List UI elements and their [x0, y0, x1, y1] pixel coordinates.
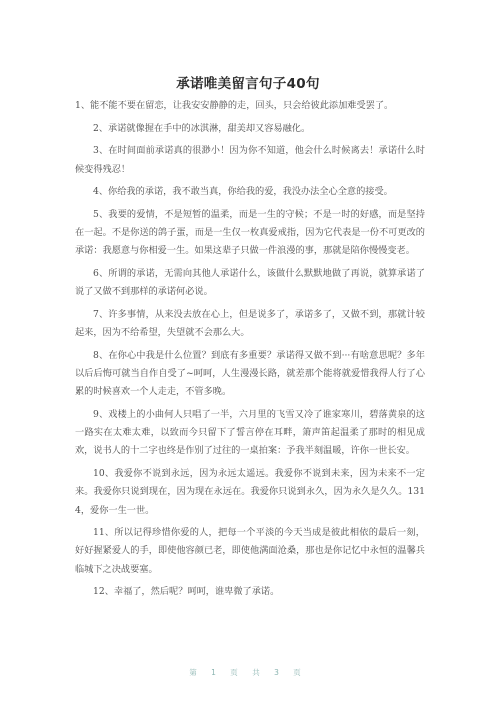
paragraph-8: 8、在你心中我是什么位置？到底有多重要？承诺得又做不到···有啥意思呢？多年以后后悔可就当自作自受了~呵呵，人生漫漫长路，就差那个能将就爱惜我得人行了心累的时候喜欢一个人走走，不管多晚。 [75, 349, 425, 398]
page-number: 第 1 页 共 3 页 [189, 668, 307, 677]
paragraph-1: 1、能不能不要在留恋，让我安安静静的走，回头，只会给彼此添加难受罢了。 [75, 100, 394, 111]
paragraph-5: 5、我要的爱情，不是短暂的温柔，而是一生的守候；不是一时的好感，而是坚持在一起。不是你送的鸽子蛋，而是一生仅一枚真爱戒指，因为它代表是一份不可更改的承诺：我愿意与你相爱一生。如果这辈子只做一件浪漫的事，那就是陪你慢慢变老。 [75, 209, 425, 257]
document-body [75, 97, 425, 606]
paragraph-6: 6、所谓的承诺，无需向其他人承诺什么，该做什么默默地做了再说，就算承诺了说了又做不到那样的承诺何必说。 [75, 268, 425, 298]
paragraph-4: 4、你给我的承诺，我不敢当真，你给我的爱，我没办法全心全意的接受。 [93, 186, 393, 198]
paragraph-2: 2、承诺就像握在手中的冰淇淋，甜美却又容易融化。 [93, 122, 311, 134]
paragraph-10: 10、我爱你不说到永远，因为永远太遥远。我爱你不说到未来，因为未来不一定来。我爱你只说到现在，因为现在永远在。我爱你只说到永久，因为永久是久久。1314，爱你一生一世。 [75, 468, 425, 516]
paragraph-12: 12、幸福了，然后呢？呵呵，谁卑微了承诺。 [93, 586, 280, 598]
paragraph-9: 9、戏楼上的小曲何人只唱了一半，六月里的飞雪又冷了谁家寒川，碧落黄泉的这一路实在太难太难，以致而今只留下了誓言停在耳畔，箫声笛起温柔了那时的相见成欢，说书人的十二字也终是作别了过往的一桌拍案：予我半刻温暖，许你一世长安。 [75, 409, 425, 457]
document-title: 承诺唯美留言句子40句 [176, 76, 320, 92]
paragraph-3: 3、在时间面前承诺真的很渺小！因为你不知道，他会什么时候离去！承诺什么时候变得残忍！ [75, 145, 425, 175]
paragraph-11: 11、所以记得珍惜你爱的人，把每一个平淡的今天当成是彼此相依的最后一刻，好好握紧爱人的手，即使他容颜已老，即使他满面沧桑，那也是你记忆中永恒的温馨兵临城下之决战要塞。 [75, 527, 425, 575]
paragraph-7: 7、许多事情，从来没去放在心上，但是说多了，承诺多了，又做不到，那就计较起来，因为不给希望，失望就不会那么大。 [75, 309, 425, 339]
